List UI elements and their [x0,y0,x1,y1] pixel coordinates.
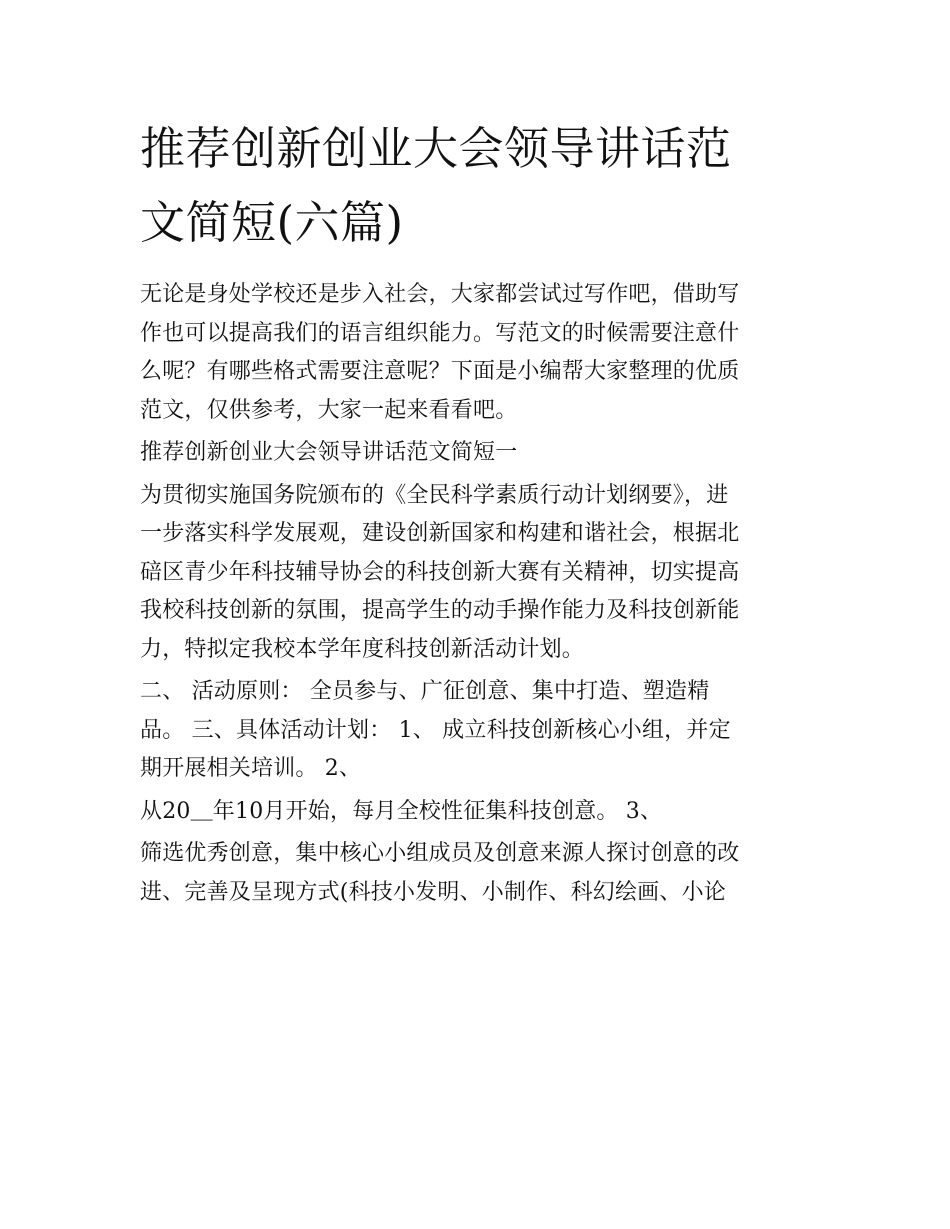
body-line: 筛选优秀创意，集中核心小组成员及创意来源人探讨创意的改 [140,841,740,866]
body-line: 进、完善及呈现方式(科技小发明、小制作、科幻绘画、小论 [140,879,726,905]
document-content [140,112,815,912]
body-paragraph-3 [140,793,815,832]
section-heading-text: 推荐创新创业大会领导讲话范文简短一 [140,440,518,465]
title-line: 推荐创新创业大会领导讲话范 [140,122,732,175]
intro-line: 作也可以提高我们的语言组织能力。写范文的时候需要注意什 [140,320,740,346]
body-line: 从20＿年10月开始，每月全校性征集科技创意。 3、 [140,798,663,824]
body-line: 我校科技创新的氛围，提高学生的动手操作能力及科技创新能 [140,598,740,623]
intro-line: 么呢？有哪些格式需要注意呢？下面是小编帮大家整理的优质 [140,359,740,384]
body-line: 力，特拟定我校本学年度科技创新活动计划。 [140,636,585,662]
document-title [140,112,815,260]
body-paragraph-1 [140,477,815,670]
body-line: 二、 活动原则： 全员参与、广征创意、集中打造、塑造精 [140,679,710,704]
body-line: 期开展相关培训。 2、 [140,756,362,781]
body-paragraph-4 [140,835,815,912]
intro-paragraph [140,276,815,430]
body-line: 品。 三、具体活动计划： 1、 成立科技创新核心小组，并定 [140,717,731,743]
body-line: 一步落实科学发展观，建设创新国家和构建和谐社会，根据北 [140,521,740,546]
intro-line: 范文，仅供参考，大家一起来看看吧。 [140,397,518,423]
body-paragraph-2 [140,673,815,789]
intro-line: 无论是身处学校还是步入社会，大家都尝试过写作吧，借助写 [140,282,740,307]
section-heading [140,434,815,473]
body-line: 碚区青少年科技辅导协会的科技创新大赛有关精神，切实提高 [140,559,740,585]
body-line: 为贯彻实施国务院颁布的《全民科学素质行动计划纲要》，进 [140,482,729,508]
title-line: 文简短(六篇) [140,196,404,249]
